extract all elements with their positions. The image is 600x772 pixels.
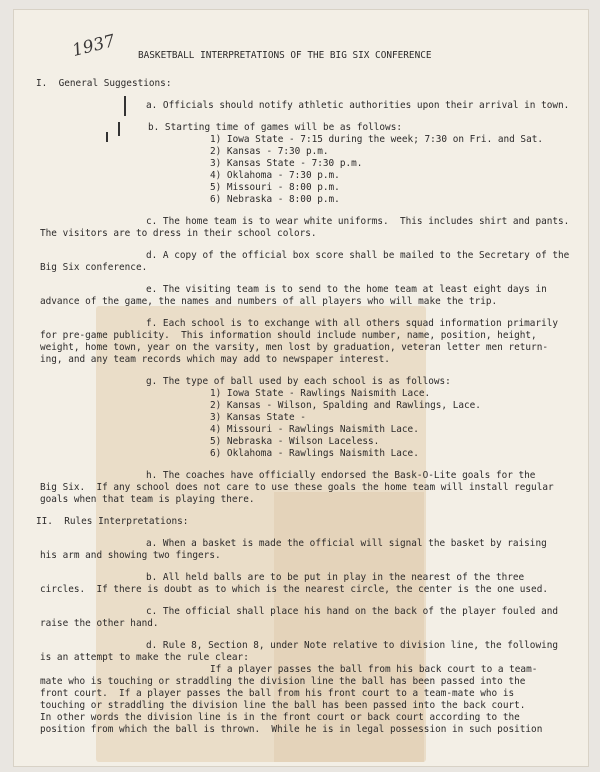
list-item: 4) Oklahoma - 7:30 p.m. (210, 170, 340, 181)
paragraph-line: his arm and showing two fingers. (40, 550, 221, 561)
paragraph-line: b. Starting time of games will be as follows: (148, 122, 402, 133)
paragraph-line: d. Rule 8, Section 8, under Note relative to division line, the following (146, 640, 559, 651)
list-item: 3) Kansas State - 7:30 p.m. (210, 158, 363, 169)
paragraph-line: goals when that team is playing there. (40, 494, 255, 505)
paragraph-line: c. The official shall place his hand on the back of the player fouled and (146, 606, 559, 617)
paragraph-line: c. The home team is to wear white uniforms. This includes shirt and pants. (146, 216, 570, 227)
list-item: 1) Iowa State - 7:15 during the week; 7:30 on Fri. and Sat. (210, 134, 544, 145)
paragraph-line: ing, and any team records which may add to newspaper interest. (40, 354, 390, 365)
document-title: BASKETBALL INTERPRETATIONS OF THE BIG SIX CONFERENCE (138, 50, 432, 61)
paragraph-line: b. All held balls are to be put in play in the nearest of the three (146, 572, 525, 583)
list-item: 2) Kansas - Wilson, Spalding and Rawlings, Lace. (210, 400, 481, 411)
paragraph-line: circles. If there is doubt as to which is the nearest circle, the center is the one used. (40, 584, 548, 595)
list-item: 2) Kansas - 7:30 p.m. (210, 146, 329, 157)
paragraph-line: weight, home town, year on the varsity, men lost by graduation, veteran letter men return- (40, 342, 548, 353)
section-heading: I. General Suggestions: (36, 78, 172, 89)
list-item: 5) Nebraska - Wilson Laceless. (210, 436, 380, 447)
list-item: 6) Nebraska - 8:00 p.m. (210, 194, 340, 205)
paragraph-line: The visitors are to dress in their school colors. (40, 228, 317, 239)
paragraph-line: e. The visiting team is to send to the home team at least eight days in (146, 284, 547, 295)
paragraph-line: a. When a basket is made the official will signal the basket by raising (146, 538, 547, 549)
paragraph-line: for pre-game publicity. This information should include number, name, position, height, (40, 330, 537, 341)
paragraph-line: raise the other hand. (40, 618, 159, 629)
list-item: 3) Kansas State - (210, 412, 306, 423)
list-item: 5) Missouri - 8:00 p.m. (210, 182, 340, 193)
list-item: 1) Iowa State - Rawlings Naismith Lace. (210, 388, 431, 399)
paragraph-line: touching or straddling the division line the ball has been passed into the back court. (40, 700, 526, 711)
paragraph-line: position from which the ball is thrown. While he is in legal possession in such position (40, 724, 543, 735)
handwritten-year: 1937 (70, 31, 118, 61)
paragraph-line: If a player passes the ball from his back court to a team- (210, 664, 538, 675)
paragraph-line: front court. If a player passes the ball from his front court to a team-mate who is (40, 688, 515, 699)
document-page (14, 10, 588, 766)
paragraph-line: h. The coaches have officially endorsed the Bask-O-Lite goals for the (146, 470, 536, 481)
paragraph-line: d. A copy of the official box score shall be mailed to the Secretary of the (146, 250, 570, 261)
paragraph-line: Big Six conference. (40, 262, 148, 273)
section-heading: II. Rules Interpretations: (36, 516, 189, 527)
paragraph-line: is an attempt to make the rule clear: (40, 652, 249, 663)
paragraph-line: g. The type of ball used by each school is as follows: (146, 376, 451, 387)
paragraph-line: advance of the game, the names and numbers of all players who will make the trip. (40, 296, 498, 307)
paragraph-line: a. Officials should notify athletic authorities upon their arrival in town. (146, 100, 570, 111)
paragraph-line: In other words the division line is in the front court or back court according to the (40, 712, 520, 723)
paragraph-line: mate who is touching or straddling the division line the ball has been passed into the (40, 676, 526, 687)
paragraph-line: f. Each school is to exchange with all others squad information primarily (146, 318, 559, 329)
list-item: 4) Missouri - Rawlings Naismith Lace. (210, 424, 419, 435)
paragraph-line: Big Six. If any school does not care to use these goals the home team will install regular (40, 482, 554, 493)
list-item: 6) Oklahoma - Rawlings Naismith Lace. (210, 448, 419, 459)
document-body (14, 10, 588, 766)
